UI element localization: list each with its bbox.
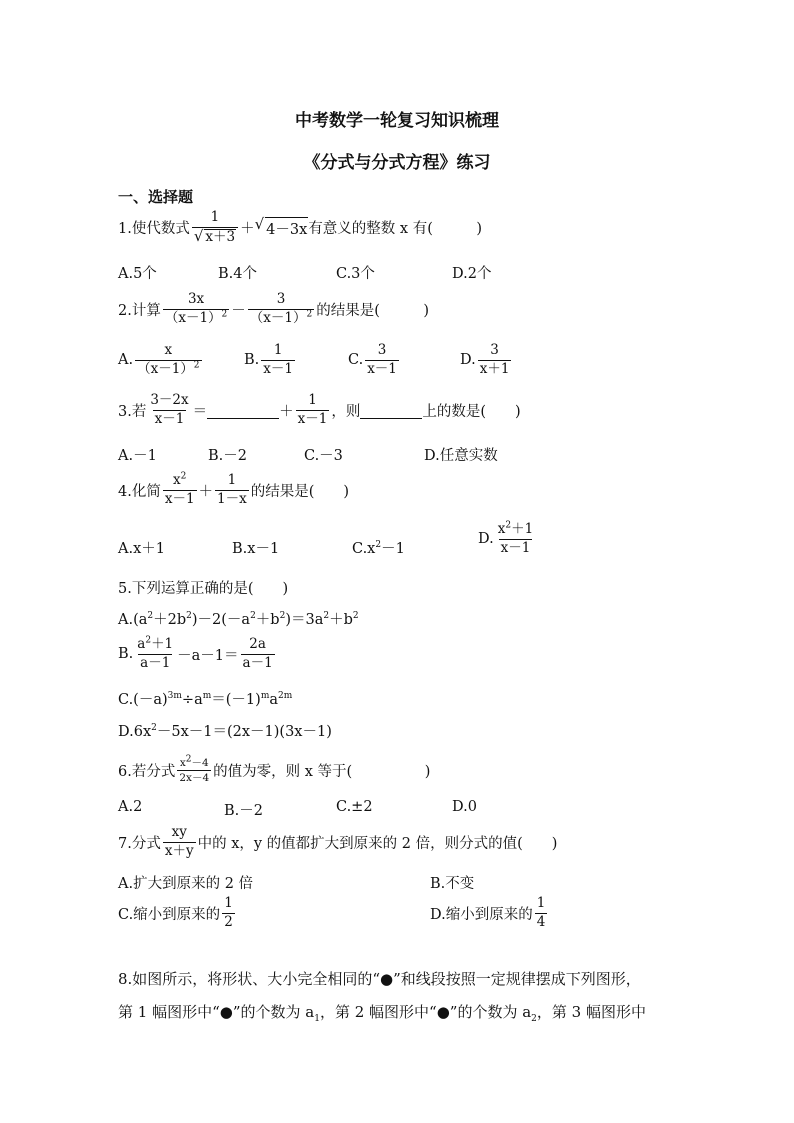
- q3-blank-2: [360, 402, 422, 419]
- q1-sqrt1: √ x＋3: [193, 226, 236, 245]
- q3-fraction-2: $\frac{1}{x-1}$: [297, 392, 328, 427]
- q6-option-a: A.2: [118, 799, 143, 815]
- q2-minus: －: [231, 302, 246, 319]
- q7-option-c: C.缩小到原来的 $\frac{1}{2}$: [118, 895, 233, 930]
- q1-suffix: 有意义的整数 x 有( ): [308, 221, 483, 238]
- q3-option-b: B.－2: [208, 448, 247, 464]
- q4-option-b: B.x－1: [232, 541, 280, 557]
- q5-option-d: $D.6x^2-5x-1=(2x-1)(3x-1)$: [118, 723, 332, 740]
- q3-option-a: A.－1: [118, 448, 157, 464]
- q6-option-c: C.±2: [336, 799, 373, 815]
- q3-option-d: D.任意实数: [424, 448, 498, 464]
- question-1: [118, 210, 482, 245]
- q2-option-b: B. $\frac{1}{x-1}$: [244, 342, 293, 377]
- q2-fraction-1: $\frac{3x}{(x-1)^2}$: [164, 291, 228, 326]
- q7-option-d: D.缩小到原来的 $\frac{1}{4}$: [430, 895, 546, 930]
- q1-option-a: A.5个: [118, 266, 157, 282]
- question-8-line-1: 8.如图所示，将形状、大小完全相同的“●”和线段按照一定规律摆成下列图形，: [118, 970, 641, 988]
- q1-option-b: B.4个: [218, 266, 257, 282]
- question-3: 3.若 $\frac{3-2x}{x-1}$ ＝ ＋ $\frac{1}{x-1}$ ，则 上的数是( ): [118, 392, 521, 427]
- q5-option-c: $C.(-a)^{3m}\div a^m=(-1)^ma^{2m}$: [118, 691, 293, 708]
- q6-fraction: $\frac{x^2-4}{2x-4}$: [179, 754, 210, 785]
- question-8-line-2: 第 1 幅图形中“●”的个数为 $a_1$，第 2 幅图形中“●”的个数为 $a_2$，第 3 幅图形中: [118, 1003, 646, 1024]
- q4-fraction-1: $\frac{x^2}{x-1}$: [164, 471, 195, 507]
- q7-option-b: B.不变: [430, 876, 475, 892]
- question-6: 6.若分式 $\frac{x^2-4}{2x-4}$ 的值为零，则 x 等于( ): [118, 754, 431, 785]
- question-4: 4.化简 $\frac{x^2}{x-1}$ ＋ $\frac{1}{1-x}$ 的结果是( ): [118, 471, 350, 507]
- q1-option-d: D.2个: [452, 266, 492, 282]
- q5-option-a: $A.(a^2+2b^2)-2(-a^2+b^2)=3a^2+b^2$: [118, 611, 359, 628]
- q7-fraction: $\frac{xy}{x+y}$: [164, 824, 194, 859]
- q3-blank-1: [207, 402, 279, 419]
- q2-option-a: A. $\frac{x}{(x-1)^2}$: [118, 342, 200, 377]
- question-5: 5.下列运算正确的是( ): [118, 581, 289, 597]
- q1-frac-num: 1: [210, 209, 220, 225]
- q2-option-d: D. $\frac{3}{x+1}$: [460, 342, 510, 377]
- q1-sqrt2: √ 4－3x: [254, 214, 308, 238]
- q1-fraction: [192, 210, 238, 245]
- q3-fraction-1: $\frac{3-2x}{x-1}$: [150, 392, 189, 427]
- q5-option-b: B. $\frac{a^2+1}{a-1}$ －a－1＝ $\frac{2a}{a-1}$: [118, 635, 273, 671]
- page-title: 中考数学一轮复习知识梳理: [295, 111, 499, 131]
- q6-option-d: D.0: [452, 799, 477, 815]
- q4-option-d: D. $\frac{x^2+1}{x-1}$: [478, 520, 534, 556]
- q7-option-a: A.扩大到原来的 2 倍: [118, 876, 254, 892]
- q2-suffix: 的结果是( ): [316, 302, 430, 319]
- question-7: 7.分式 $\frac{xy}{x+y}$ 中的 x，y 的值都扩大到原来的 2 倍，则分式的值( ): [118, 824, 558, 859]
- q2-option-c: C. $\frac{3}{x-1}$: [348, 342, 397, 377]
- q2-prefix: 2.计算: [118, 302, 161, 319]
- q2-fraction-2: $\frac{3}{(x-1)^2}$: [249, 291, 313, 326]
- q3-option-c: C.－3: [304, 448, 343, 464]
- page-subtitle: 《分式与分式方程》练习: [303, 153, 491, 173]
- q6-option-b: B.－2: [224, 803, 263, 819]
- q4-option-a: A.x＋1: [118, 541, 165, 557]
- q1-option-c: C.3个: [336, 266, 375, 282]
- q4-fraction-2: $\frac{1}{1-x}$: [217, 472, 247, 507]
- q1-frac-den: [192, 227, 238, 246]
- q1-plus: ＋: [240, 221, 255, 238]
- section-heading: 一、选择题: [118, 188, 194, 206]
- q4-option-c: $C.x^2-1$: [352, 540, 405, 557]
- q1-prefix: 1.使代数式: [118, 221, 190, 238]
- question-2: [118, 292, 429, 326]
